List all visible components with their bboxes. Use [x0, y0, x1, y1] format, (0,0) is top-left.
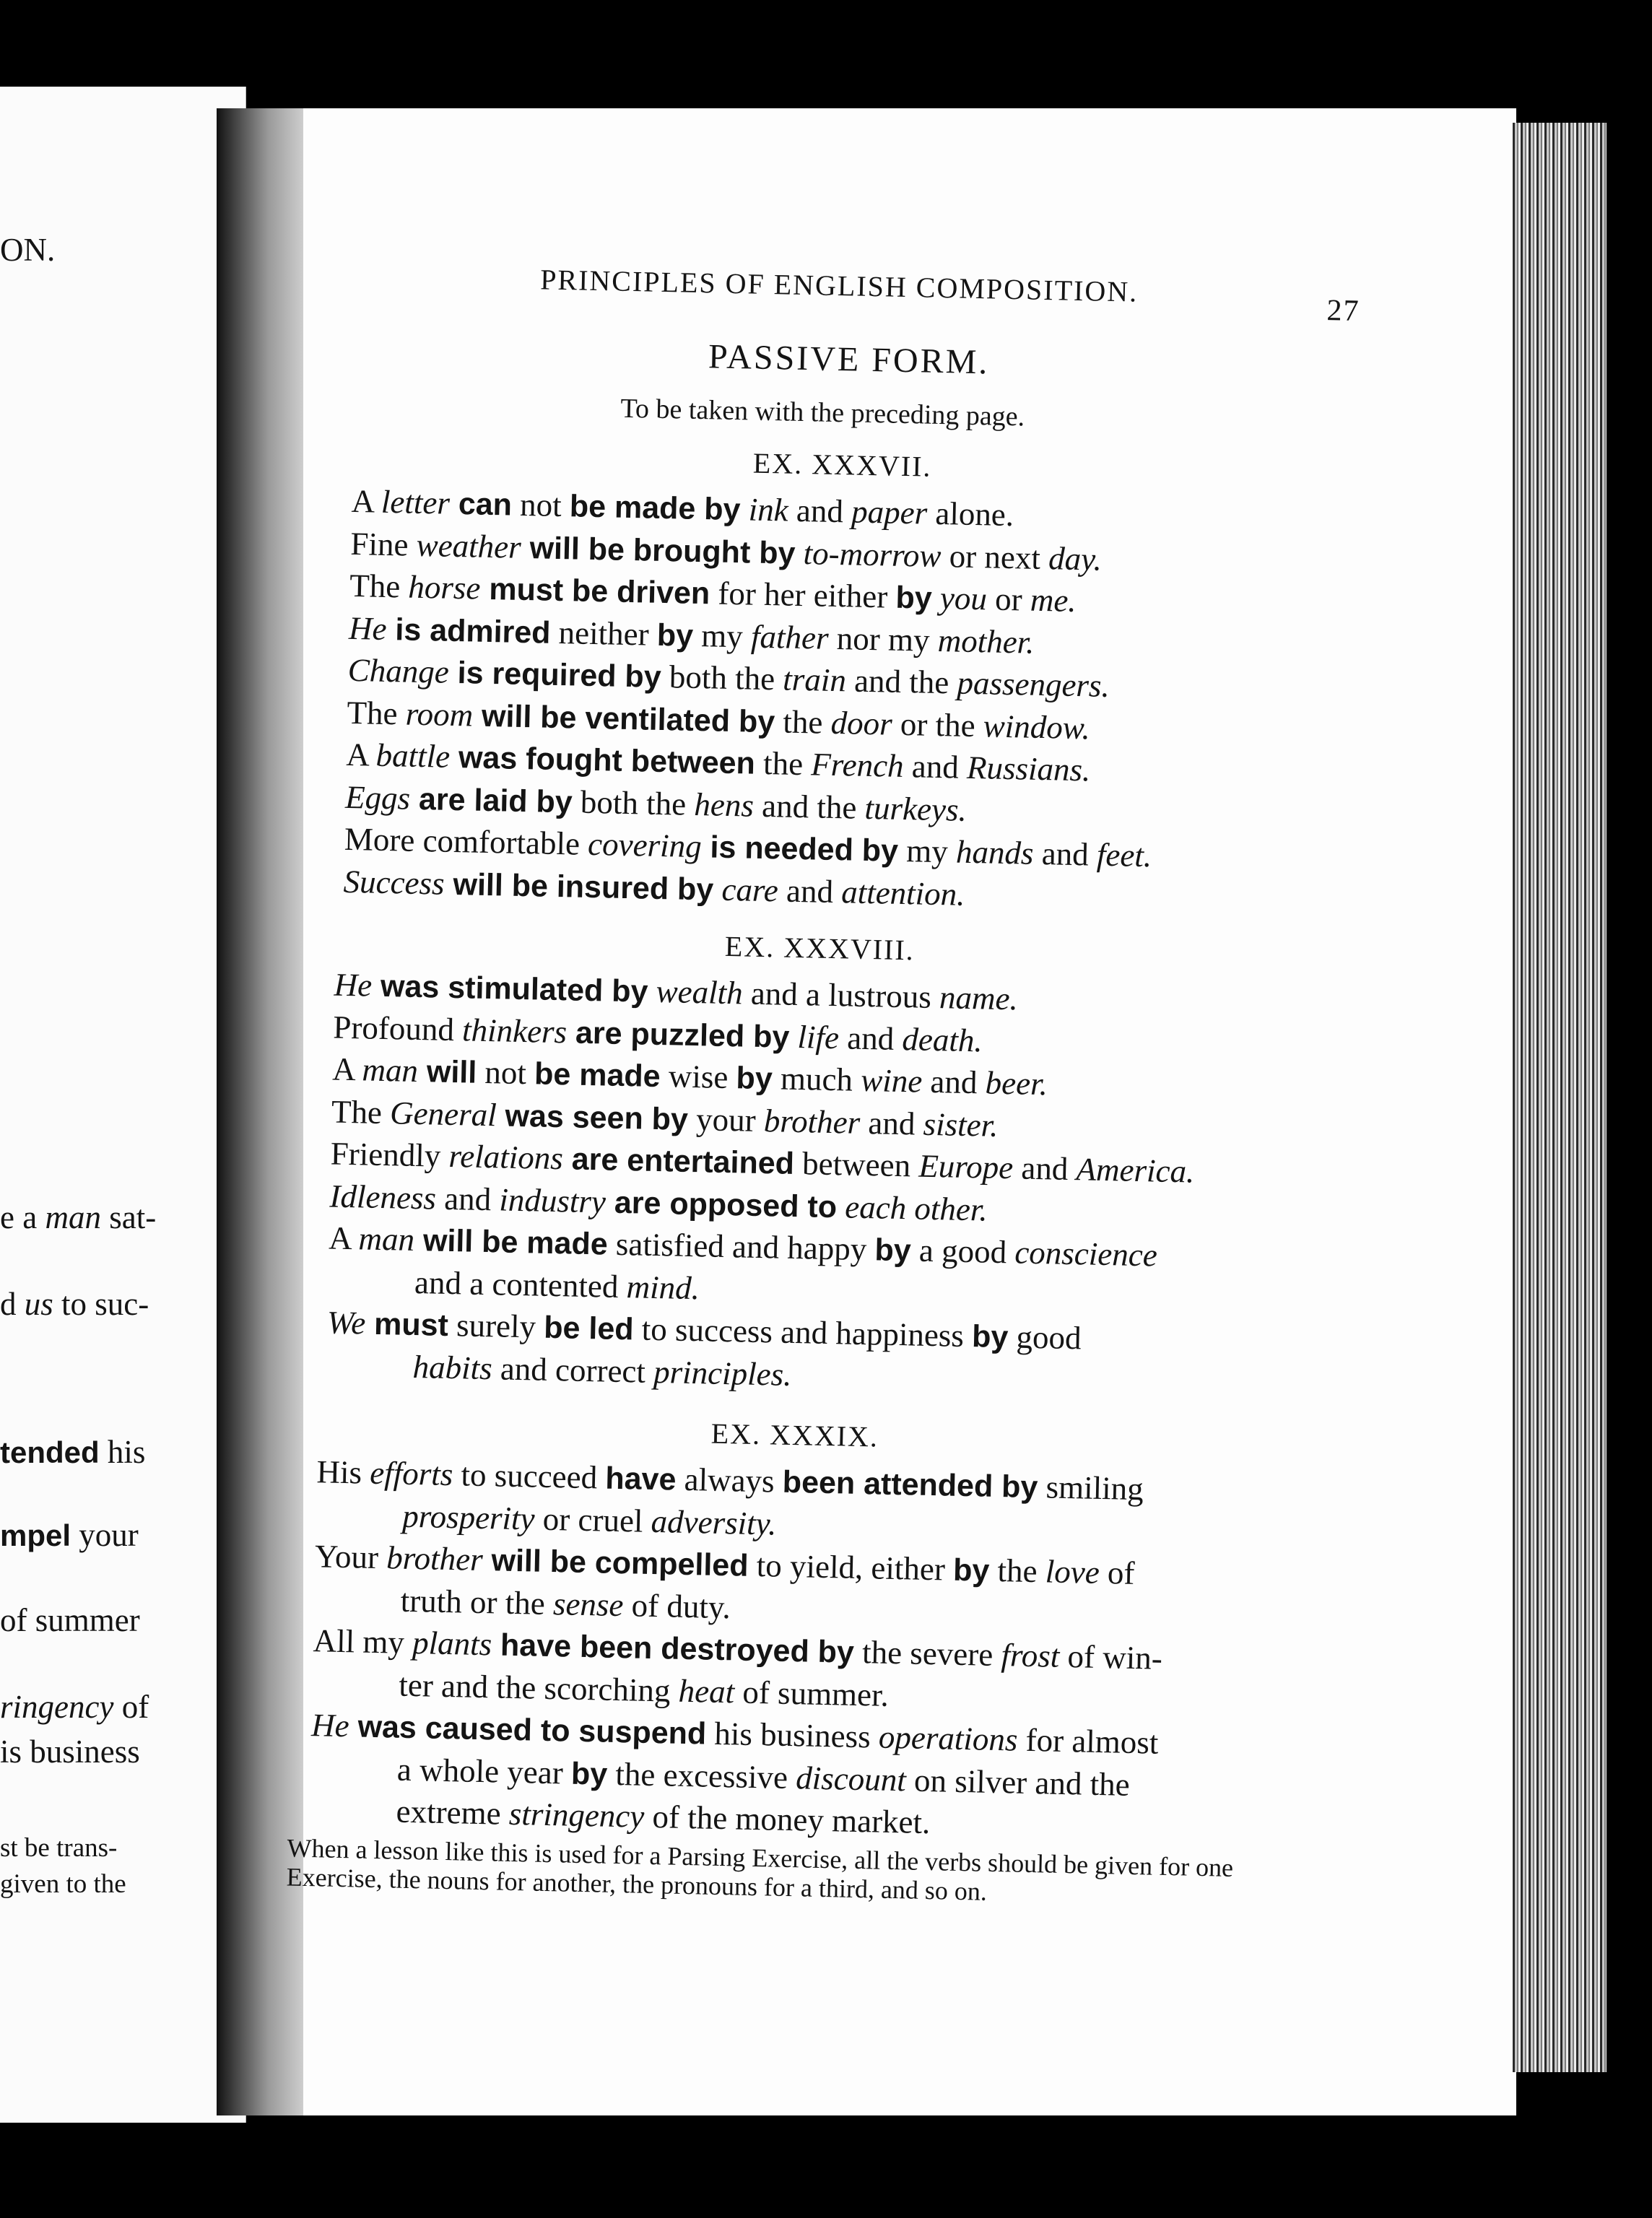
- noun-word: He: [334, 966, 373, 1004]
- verb-phrase: be made: [534, 1056, 661, 1095]
- plain-text: truth or the: [400, 1582, 554, 1622]
- noun-word: mind.: [626, 1268, 700, 1306]
- exercise-sentence: [333, 1008, 983, 1059]
- noun-word: battle: [375, 736, 451, 775]
- fragment-text: your: [71, 1517, 139, 1553]
- plain-text: and: [435, 1180, 500, 1217]
- fragment-text: to suc-: [53, 1286, 149, 1322]
- fragment-text: e a: [0, 1199, 45, 1235]
- noun-word: Eggs: [344, 778, 411, 817]
- plain-text: of: [1099, 1554, 1136, 1591]
- footnote: When a lesson like this is used for a Parsing Exercise, all the verbs should be given for one Exercise, the nouns for another, the pronouns for a third, and so on.: [286, 1833, 1234, 1906]
- fragment-text: mpel: [0, 1518, 71, 1552]
- plain-text: extreme: [396, 1793, 510, 1832]
- verb-phrase: was fought between: [449, 739, 756, 781]
- verb-phrase: by: [736, 1061, 773, 1097]
- noun-word: paper: [851, 493, 928, 531]
- plain-text: my: [897, 832, 957, 870]
- noun-word: door: [830, 704, 893, 742]
- verb-phrase: are entertained: [562, 1141, 795, 1181]
- exercise-sentence: [412, 1347, 792, 1393]
- noun-word: mother.: [937, 622, 1035, 661]
- fragment-text: given to the: [0, 1869, 126, 1899]
- exercise-label: EX. XXXIX.: [710, 1417, 879, 1453]
- plain-text: always: [675, 1461, 783, 1500]
- exercise-sentence: [396, 1793, 931, 1841]
- noun-word: name.: [939, 979, 1019, 1017]
- fragment-text: d: [0, 1286, 25, 1322]
- noun-word: efforts: [369, 1454, 453, 1493]
- verb-phrase: by: [895, 580, 933, 616]
- plain-text: and the: [845, 662, 958, 701]
- noun-word: father: [750, 618, 830, 656]
- plain-text: on silver and the: [905, 1761, 1131, 1803]
- verb-phrase: be led: [543, 1310, 635, 1347]
- noun-word: prosperity: [401, 1497, 536, 1537]
- plain-text: and: [1032, 835, 1097, 873]
- verb-phrase: can: [449, 486, 513, 523]
- verb-phrase: by: [874, 1232, 912, 1269]
- plain-text: A: [328, 1219, 360, 1257]
- page-title: PASSIVE FORM.: [708, 337, 990, 382]
- noun-word: industry: [498, 1180, 607, 1220]
- noun-word: passengers.: [957, 664, 1110, 704]
- plain-text: Your: [314, 1538, 387, 1576]
- plain-text: and: [921, 1063, 986, 1101]
- verb-phrase: will be brought by: [521, 530, 796, 571]
- plain-text: The: [331, 1093, 391, 1131]
- noun-word: sense: [552, 1585, 625, 1623]
- noun-word: frost: [1001, 1637, 1060, 1674]
- noun-word: train: [782, 661, 847, 699]
- verb-phrase: is needed by: [701, 830, 899, 869]
- plain-text: or: [986, 580, 1031, 618]
- running-title: PRINCIPLES OF ENGLISH COMPOSITION.: [539, 263, 1139, 308]
- verb-phrase: will be ventilated by: [472, 698, 775, 739]
- plain-text: his business: [705, 1715, 879, 1755]
- plain-text: A: [345, 736, 377, 773]
- page-number: 27: [1326, 294, 1361, 329]
- noun-word: ink: [748, 491, 789, 529]
- verb-phrase: was caused to suspend: [349, 1709, 707, 1752]
- noun-word: wine: [860, 1061, 923, 1100]
- plain-text: of duty.: [622, 1586, 731, 1625]
- plain-text: Friendly: [330, 1135, 450, 1174]
- fragment-text: his: [99, 1434, 146, 1470]
- verb-phrase: are laid by: [409, 781, 573, 819]
- verb-phrase: will be insured by: [444, 866, 714, 908]
- plain-text: Profound: [332, 1009, 463, 1048]
- exercise-sentence: [399, 1666, 890, 1713]
- plain-text: of summer.: [734, 1673, 890, 1713]
- plain-text: much: [772, 1060, 861, 1098]
- noun-word: French: [810, 746, 905, 785]
- noun-word: Change: [347, 651, 450, 690]
- exercise-sentence: [343, 862, 965, 913]
- noun-word: day.: [1048, 539, 1103, 578]
- exercise-sentence: [402, 1497, 777, 1542]
- noun-word: General: [389, 1094, 497, 1133]
- plain-text: not: [476, 1053, 535, 1092]
- plain-text: and: [778, 871, 842, 910]
- fragment-text: of summer: [0, 1602, 140, 1638]
- verb-phrase: must: [365, 1306, 449, 1343]
- plain-text: alone.: [926, 495, 1014, 534]
- fragment-text: of: [113, 1689, 149, 1725]
- noun-word: plants: [412, 1625, 492, 1663]
- verb-phrase: is required by: [448, 655, 662, 695]
- plain-text: and: [903, 748, 968, 786]
- noun-word: habits: [412, 1348, 493, 1386]
- plain-text: both the: [661, 658, 783, 697]
- plain-text: both the: [572, 783, 695, 822]
- plain-text: your: [687, 1100, 765, 1139]
- verb-phrase: have been destroyed by: [491, 1627, 855, 1670]
- plain-text: the excessive: [607, 1755, 796, 1796]
- noun-word: room: [405, 695, 474, 734]
- plain-text: and the: [753, 787, 866, 826]
- plain-text: the: [774, 703, 832, 741]
- verb-phrase: will: [417, 1054, 477, 1090]
- verb-phrase: by: [971, 1319, 1009, 1355]
- plain-text: A: [351, 482, 382, 520]
- noun-word: thinkers: [461, 1011, 568, 1050]
- noun-word: death.: [901, 1020, 983, 1058]
- plain-text: smiling: [1037, 1469, 1144, 1508]
- noun-word: love: [1045, 1553, 1100, 1591]
- verb-phrase: been attended by: [782, 1464, 1038, 1505]
- plain-text: A: [331, 1051, 363, 1088]
- plain-text: a good: [910, 1232, 1015, 1271]
- fragment-text: st be trans-: [0, 1833, 118, 1863]
- fragment-text: ringency: [0, 1689, 114, 1725]
- plain-text: not: [511, 486, 570, 524]
- noun-word: adversity.: [651, 1502, 777, 1542]
- noun-word: covering: [587, 825, 703, 865]
- noun-word: you: [939, 580, 988, 617]
- plain-text: of win-: [1058, 1638, 1163, 1676]
- verb-phrase: will be made: [414, 1222, 609, 1262]
- exercise-sentence: [345, 778, 968, 828]
- fragment-text: us: [24, 1286, 53, 1322]
- plain-text: between: [794, 1144, 919, 1184]
- plain-text: or the: [892, 705, 984, 744]
- plain-text: His: [316, 1453, 370, 1491]
- page-subtitle: To be taken with the preceding page.: [620, 393, 1025, 432]
- noun-word: turkeys.: [864, 789, 968, 828]
- verb-phrase: be made by: [569, 489, 741, 528]
- plain-text: for her either: [709, 575, 897, 615]
- verb-phrase: was stimulated by: [371, 968, 648, 1009]
- noun-word: life: [797, 1018, 840, 1056]
- fragment-text: tended: [0, 1435, 100, 1469]
- plain-text: The: [349, 567, 409, 605]
- exercise-label: EX. XXXVIII.: [724, 929, 916, 967]
- fragment-text: sat-: [100, 1199, 157, 1235]
- plain-text: to yield, either: [748, 1547, 954, 1588]
- plain-text: my: [692, 617, 752, 655]
- noun-word: weather: [416, 526, 522, 565]
- exercise-sentence: [400, 1581, 731, 1626]
- noun-word: He: [310, 1707, 350, 1744]
- plain-text: Fine: [349, 525, 417, 563]
- noun-word: He: [348, 609, 388, 647]
- noun-word: window.: [983, 707, 1091, 746]
- noun-word: man: [358, 1220, 415, 1258]
- verb-phrase: are puzzled by: [566, 1014, 790, 1055]
- noun-word: to-morrow: [803, 534, 942, 574]
- noun-word: brother: [763, 1102, 861, 1141]
- plain-text: or cruel: [534, 1500, 652, 1539]
- exercise-label: EX. XXXVII.: [752, 446, 932, 483]
- plain-text: and: [788, 492, 852, 530]
- plain-text: to success and happiness: [633, 1310, 973, 1354]
- noun-word: wealth: [656, 973, 744, 1012]
- noun-word: beer.: [985, 1064, 1048, 1103]
- plain-text: for almost: [1017, 1721, 1159, 1761]
- noun-word: horse: [407, 568, 481, 606]
- plain-text: the: [988, 1552, 1046, 1590]
- plain-text: surely: [448, 1306, 544, 1345]
- plain-text: and correct: [492, 1349, 654, 1390]
- plain-text: and: [1012, 1149, 1077, 1188]
- verb-phrase: must be driven: [479, 571, 710, 612]
- plain-text: The: [347, 694, 407, 732]
- noun-word: attention.: [840, 873, 966, 913]
- plain-text: More comfortable: [344, 820, 588, 862]
- noun-word: conscience: [1014, 1234, 1158, 1274]
- noun-word: discount: [795, 1759, 907, 1798]
- noun-word: Success: [343, 863, 445, 902]
- noun-word: Europe: [918, 1147, 1014, 1186]
- verb-phrase: was seen by: [496, 1097, 689, 1137]
- fragment-text: is business: [0, 1734, 140, 1770]
- plain-text: nor my: [828, 619, 939, 658]
- exercise-sentence: [414, 1264, 700, 1307]
- verb-phrase: will be compelled: [482, 1543, 749, 1583]
- noun-word: hens: [693, 786, 755, 824]
- plain-text: or next: [940, 537, 1049, 576]
- verb-phrase: by: [952, 1552, 990, 1588]
- plain-text: the: [755, 744, 812, 783]
- noun-word: letter: [381, 483, 451, 521]
- noun-word: hands: [955, 833, 1035, 871]
- noun-word: sister.: [923, 1105, 999, 1144]
- noun-word: operations: [878, 1718, 1018, 1758]
- noun-word: feet.: [1096, 836, 1152, 874]
- plain-text: satisfied and happy: [607, 1225, 876, 1268]
- noun-word: America.: [1076, 1151, 1195, 1190]
- verb-phrase: by: [656, 617, 694, 653]
- noun-word: We: [326, 1304, 366, 1341]
- plain-text: ter and the scorching: [398, 1666, 679, 1709]
- verb-phrase: have: [604, 1461, 677, 1497]
- plain-text: the severe: [853, 1633, 1002, 1674]
- noun-word: Russians.: [966, 749, 1091, 788]
- verb-phrase: is admired: [386, 612, 551, 651]
- noun-word: care: [721, 871, 779, 908]
- noun-word: relations: [448, 1137, 564, 1177]
- noun-word: me.: [1030, 581, 1077, 619]
- noun-word: principles.: [653, 1353, 792, 1393]
- plain-text: a whole year: [396, 1751, 572, 1791]
- verb-phrase: by: [570, 1756, 608, 1792]
- noun-word: Idleness: [329, 1178, 437, 1217]
- plain-text: and: [838, 1019, 903, 1057]
- plain-text: and a lustrous: [742, 975, 940, 1016]
- fragment-text: man: [45, 1199, 101, 1235]
- plain-text: to succeed: [452, 1456, 606, 1496]
- noun-word: man: [361, 1051, 419, 1090]
- plain-text: neither: [549, 614, 658, 653]
- plain-text: All my: [313, 1622, 413, 1661]
- fragment-text: ON.: [0, 232, 56, 268]
- noun-word: each other.: [844, 1188, 988, 1228]
- noun-word: heat: [678, 1672, 735, 1710]
- plain-text: wise: [660, 1058, 737, 1096]
- plain-text: of the money market.: [643, 1798, 931, 1841]
- plain-text: and: [859, 1104, 924, 1142]
- noun-word: stringency: [508, 1795, 645, 1835]
- noun-word: brother: [386, 1539, 484, 1578]
- plain-text: good: [1007, 1318, 1082, 1357]
- verb-phrase: are opposed to: [605, 1185, 838, 1225]
- plain-text: and a contented: [414, 1264, 627, 1305]
